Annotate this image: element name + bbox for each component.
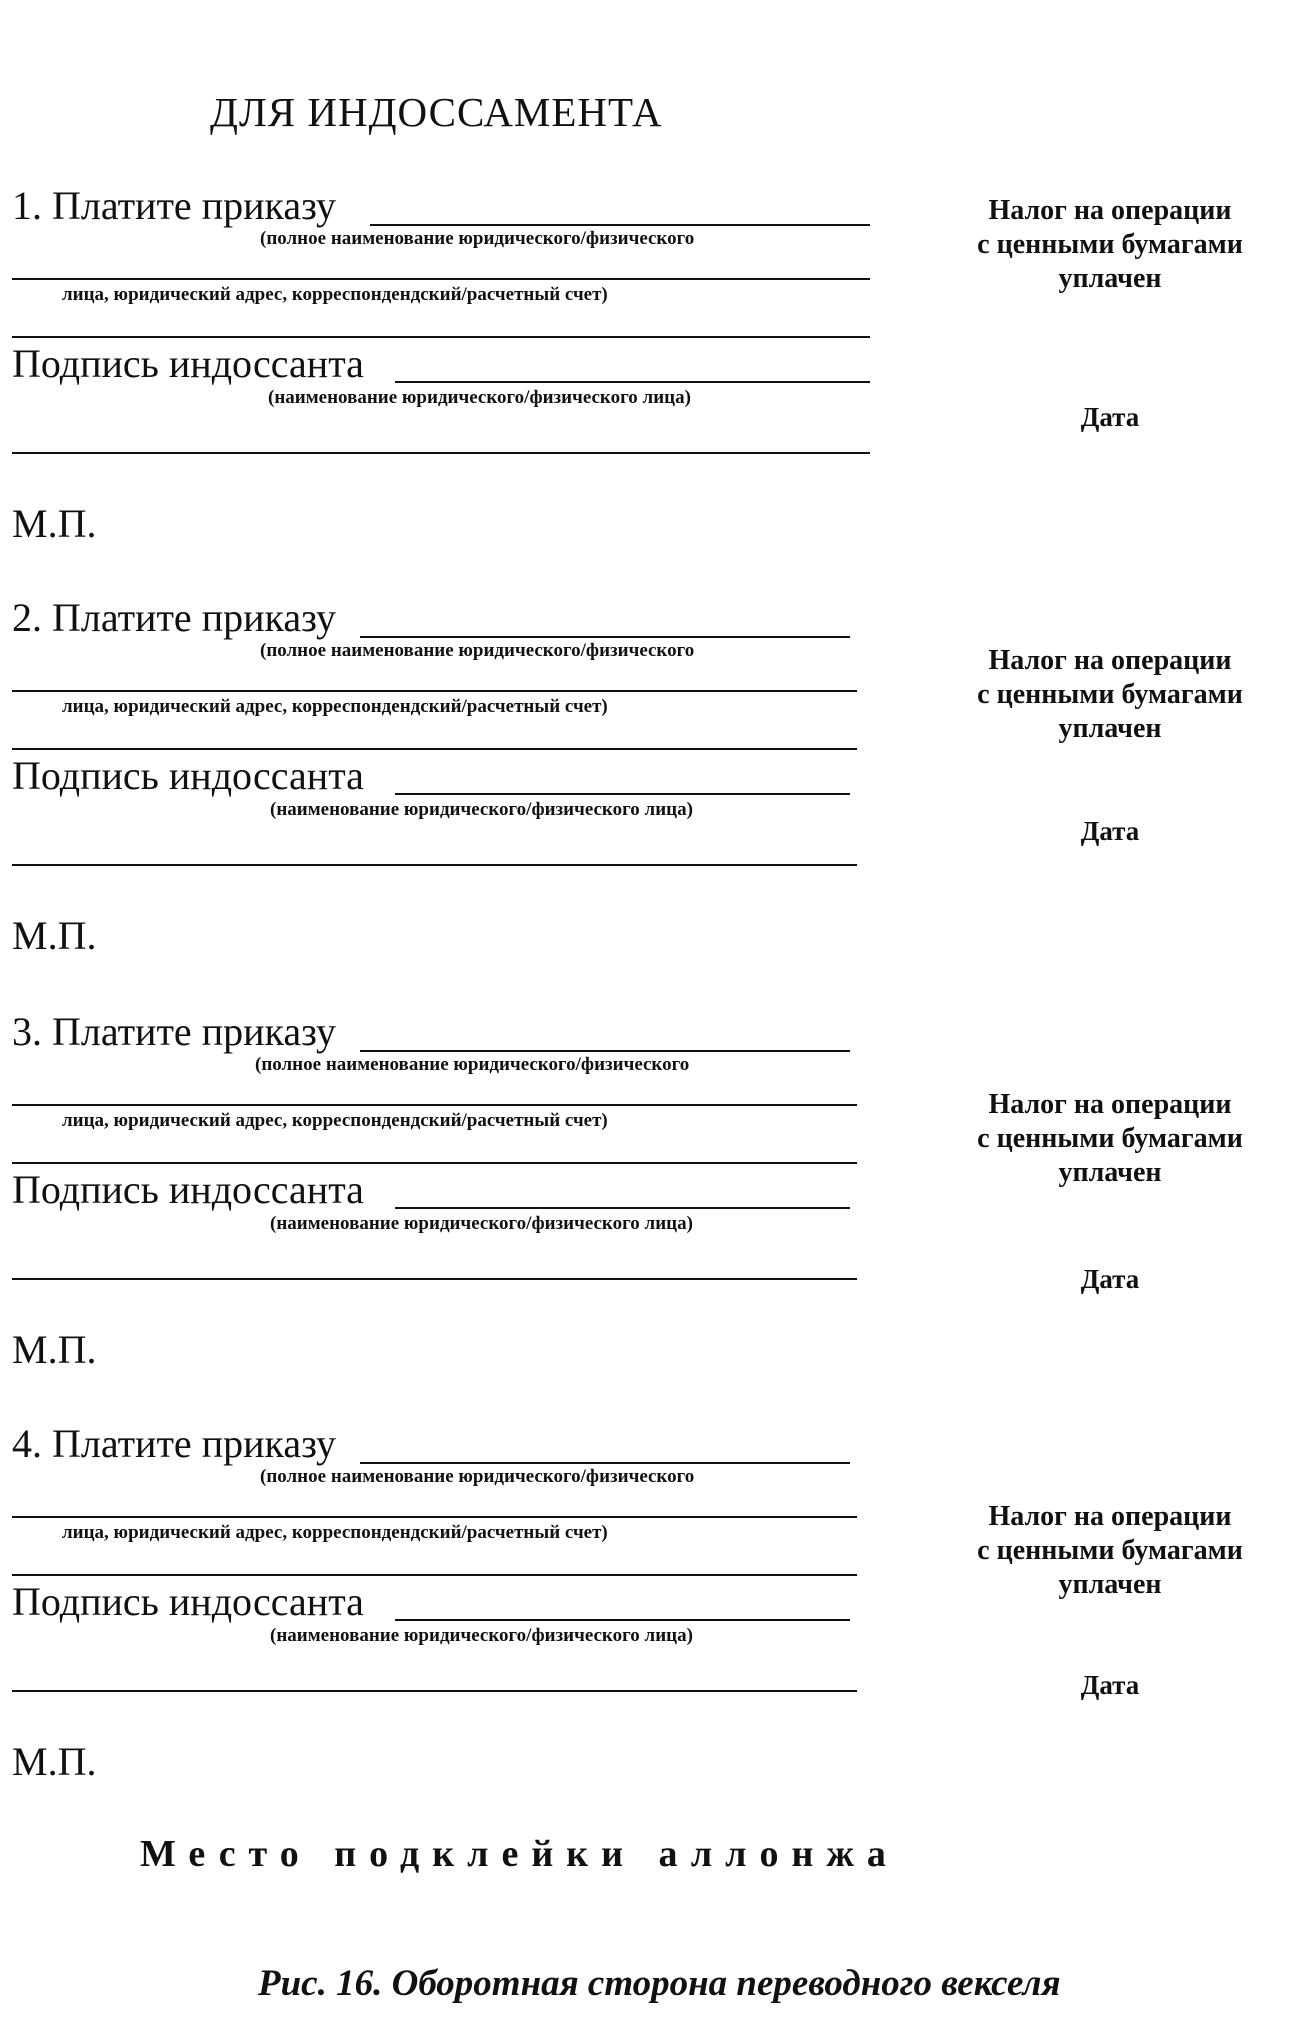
payee-line[interactable]	[370, 224, 870, 226]
allonge-place-label: Место подклейки аллонжа	[140, 1833, 899, 1875]
tax-paid-note	[940, 1500, 1280, 1602]
signature-line-2[interactable]	[12, 864, 857, 866]
payee-line[interactable]	[360, 636, 850, 638]
tax-paid-note	[940, 644, 1280, 746]
payee-hint-2: лица, юридический адрес, корреспондендский/расчетный счет)	[62, 284, 608, 305]
payee-hint-2: лица, юридический адрес, корреспондендский/расчетный счет)	[62, 696, 608, 717]
payee-line-3[interactable]	[12, 336, 870, 338]
payee-line[interactable]	[360, 1050, 850, 1052]
tax-paid-note	[940, 194, 1280, 296]
payee-line-2[interactable]	[12, 690, 857, 692]
date-label: Дата	[1080, 1670, 1140, 1700]
stamp-label: М.П.	[12, 1327, 97, 1372]
tax-line-3: уплачен	[1058, 263, 1162, 294]
payee-hint: (полное наименование юридического/физического	[260, 640, 695, 661]
signature-line[interactable]	[395, 381, 870, 383]
signature-line[interactable]	[395, 1619, 850, 1621]
signature-hint: (наименование юридического/физического лица)	[268, 387, 691, 408]
payee-line-2[interactable]	[12, 278, 870, 280]
endorsement-block-2	[0, 594, 1312, 974]
signature-hint: (наименование юридического/физического лица)	[270, 1625, 693, 1646]
payee-hint: (полное наименование юридического/физического	[260, 228, 695, 249]
signature-label: Подпись индоссанта	[12, 1579, 364, 1624]
endorsement-block-3	[0, 1008, 1312, 1388]
date-label: Дата	[1080, 402, 1140, 432]
tax-line-2: с ценными бумагами	[977, 1123, 1243, 1154]
endorsement-block-4	[0, 1420, 1312, 1800]
tax-line-3: уплачен	[1058, 713, 1162, 744]
tax-line-3: уплачен	[1058, 1569, 1162, 1600]
tax-line-3: уплачен	[1058, 1157, 1162, 1188]
tax-line-2: с ценными бумагами	[977, 229, 1243, 260]
tax-line-1: Налог на операции	[988, 1089, 1232, 1120]
signature-line-2[interactable]	[12, 1278, 857, 1280]
signature-hint: (наименование юридического/физического лица)	[270, 1213, 693, 1234]
endorsement-block-1	[0, 182, 1312, 562]
tax-line-2: с ценными бумагами	[977, 1535, 1243, 1566]
tax-line-1: Налог на операции	[988, 645, 1232, 676]
stamp-label: М.П.	[12, 501, 97, 546]
payee-hint: (полное наименование юридического/физического	[255, 1054, 690, 1075]
payee-hint-2: лица, юридический адрес, корреспондендский/расчетный счет)	[62, 1110, 608, 1131]
signature-line[interactable]	[395, 793, 850, 795]
date-label: Дата	[1080, 816, 1140, 846]
payee-line-2[interactable]	[12, 1516, 857, 1518]
signature-label: Подпись индоссанта	[12, 341, 364, 386]
payee-hint: (полное наименование юридического/физического	[260, 1466, 695, 1487]
signature-line-2[interactable]	[12, 1690, 857, 1692]
pay-to-order-label: 2. Платите приказу	[12, 595, 337, 640]
payee-line[interactable]	[360, 1462, 850, 1464]
signature-line-2[interactable]	[12, 452, 870, 454]
signature-hint: (наименование юридического/физического лица)	[270, 799, 693, 820]
figure-caption: Рис. 16. Оборотная сторона переводного векселя	[258, 1963, 1061, 2004]
pay-to-order-label: 4. Платите приказу	[12, 1421, 337, 1466]
pay-to-order-label: 1. Платите приказу	[12, 183, 337, 228]
document-title: ДЛЯ ИНДОССАМЕНТА	[210, 89, 663, 135]
payee-line-3[interactable]	[12, 748, 857, 750]
payee-line-3[interactable]	[12, 1574, 857, 1576]
tax-line-1: Налог на операции	[988, 195, 1232, 226]
signature-label: Подпись индоссанта	[12, 1167, 364, 1212]
signature-label: Подпись индоссанта	[12, 753, 364, 798]
tax-line-1: Налог на операции	[988, 1501, 1232, 1532]
payee-line-3[interactable]	[12, 1162, 857, 1164]
tax-paid-note	[940, 1088, 1280, 1190]
date-label: Дата	[1080, 1264, 1140, 1294]
payee-hint-2: лица, юридический адрес, корреспондендский/расчетный счет)	[62, 1522, 608, 1543]
signature-line[interactable]	[395, 1207, 850, 1209]
stamp-label: М.П.	[12, 1739, 97, 1784]
pay-to-order-label: 3. Платите приказу	[12, 1009, 337, 1054]
payee-line-2[interactable]	[12, 1104, 857, 1106]
stamp-label: М.П.	[12, 913, 97, 958]
tax-line-2: с ценными бумагами	[977, 679, 1243, 710]
